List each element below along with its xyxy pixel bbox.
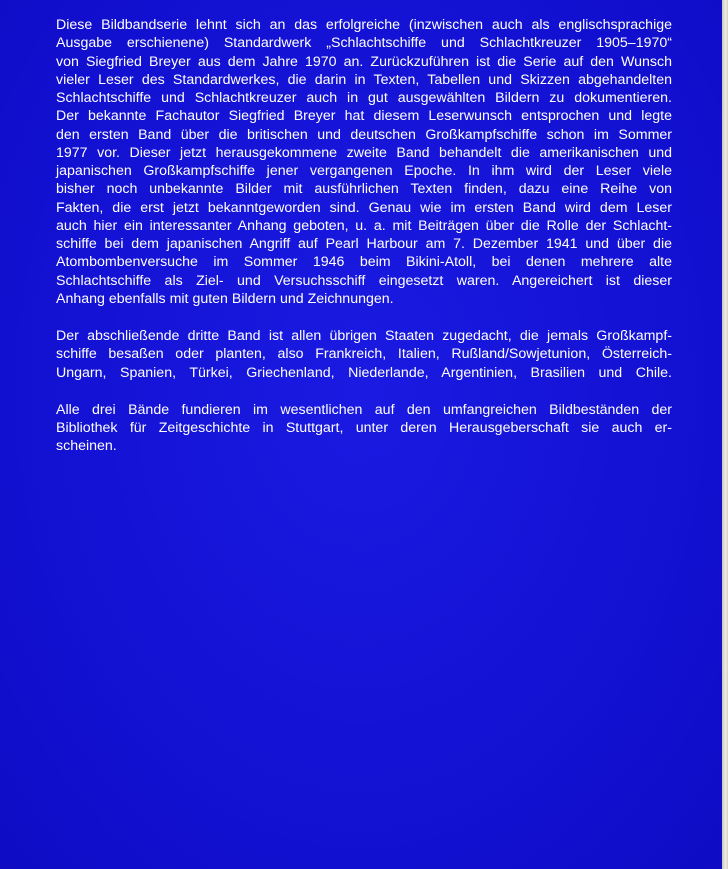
text-line: scheinen. bbox=[56, 438, 117, 455]
text-line: Anhang ebenfalls mit guten Bildern und Zeichnungen. bbox=[56, 290, 394, 307]
text-line: Der abschließende dritte Band ist allen übrigen Staaten zugedacht, die jemals Großkampf- bbox=[56, 328, 672, 344]
text-line: Diese Bildbandserie lehnt sich an das erfolgreiche (inzwischen auch als englischsprachige bbox=[56, 17, 672, 33]
paragraph-1 bbox=[56, 16, 672, 308]
text-line: von Siegfried Breyer aus dem Jahre 1970 an. Zurückzuführen ist die Serie auf den Wunsch bbox=[56, 53, 672, 70]
text-line: schiffe besaßen oder planten, also Frankreich, Italien, Rußland/Sowjetunion, Österreich- bbox=[56, 346, 672, 363]
text-line: Ungarn, Spanien, Türkei, Griechenland, Niederlande, Argentinien, Brasilien und Chile. bbox=[56, 364, 672, 381]
text-line: japanischen Großkampfschiffe jener vergangenen Epoche. In ihm wird der Leser viele bbox=[56, 163, 672, 179]
book-edge bbox=[722, 0, 728, 869]
text-line: Alle drei Bände fundieren im wesentlichen auf den umfangreichen Bildbeständen der bbox=[56, 401, 672, 418]
text-line: Ausgabe erschienene) Standardwerk „Schlachtschiffe und Schlachtkreuzer 1905–1970“ bbox=[56, 35, 672, 52]
paragraph-3 bbox=[56, 401, 672, 456]
text-line: Schlachtschiffe und Schlachtkreuzer auch in gut ausgewählten Bildern zu dokumentieren. bbox=[56, 90, 672, 106]
text-line: Der bekannte Fachautor Siegfried Breyer hat diesem Leserwunsch entsprochen und legte bbox=[56, 108, 672, 125]
text-line: den ersten Band über die britischen und deutschen Großkampfschiffe schon im Sommer bbox=[56, 126, 672, 143]
text-line: auch hier ein interessanter Anhang geboten, u. a. mit Beiträgen über die Rolle der Schlacht- bbox=[56, 217, 672, 234]
text-line: Atombombenversuche im Sommer 1946 beim Bikini-Atoll, bei denen mehrere alte bbox=[56, 254, 672, 271]
text-line: bisher noch unbekannte Bilder mit ausführlichen Texten finden, dazu eine Reihe von bbox=[56, 181, 672, 198]
text-line: Schlachtschiffe als Ziel- und Versuchsschiff eingesetzt waren. Angereichert ist dieser bbox=[56, 272, 672, 289]
blurb-text bbox=[56, 16, 672, 475]
text-line: schiffe bei dem japanischen Angriff auf Pearl Harbour am 7. Dezember 1941 und über die bbox=[56, 236, 672, 252]
text-line: Bibliothek für Zeitgeschichte in Stuttgart, unter deren Herausgeberschaft sie auch er- bbox=[56, 420, 672, 436]
text-line: 1977 vor. Dieser jetzt herausgekommene zweite Band behandelt die amerikanischen und bbox=[56, 144, 672, 161]
text-line: Fakten, die erst jetzt bekanntgeworden sind. Genau wie im ersten Band wird dem Leser bbox=[56, 199, 672, 216]
paragraph-2 bbox=[56, 327, 672, 382]
text-line: vieler Leser des Standardwerkes, die darin in Texten, Tabellen und Skizzen abgehandelten bbox=[56, 71, 672, 88]
